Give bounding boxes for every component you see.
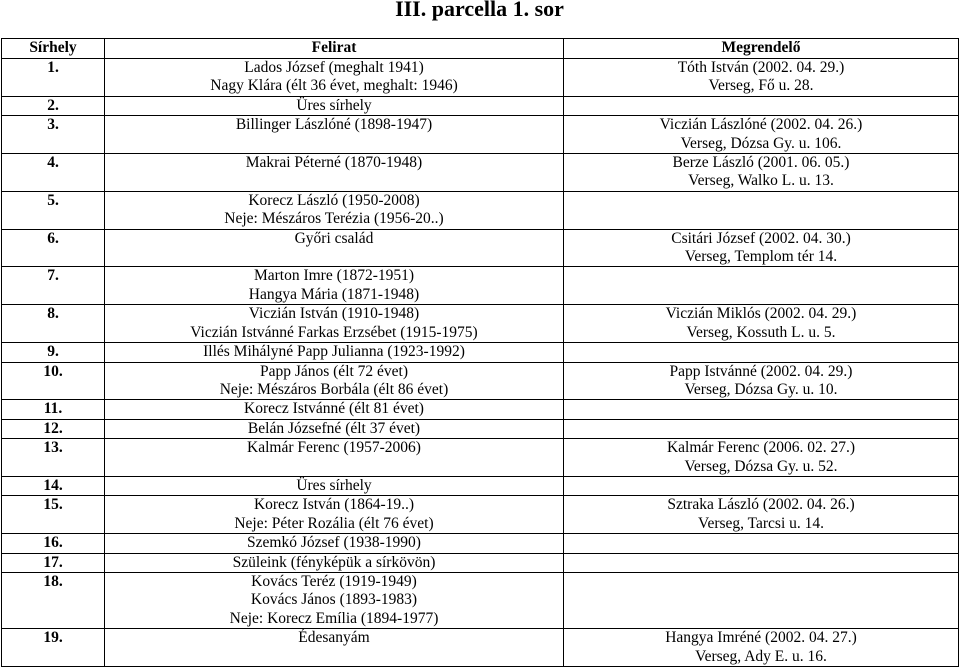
inscription-line: Neje: Mészáros Terézia (1956-20..) [224, 210, 444, 228]
header-row [2, 39, 959, 59]
customer-line: Verseg, Tarcsi u. 14. [697, 514, 825, 532]
plot-number-cell: 13. [2, 439, 105, 477]
table-body [2, 59, 959, 667]
customer-line: Viczián Miklós (2002. 04. 29.) [665, 305, 857, 323]
plot-number-cell: 4. [2, 154, 105, 192]
plot-number-cell: 5. [2, 191, 105, 229]
plot-number-cell: 10. [2, 362, 105, 400]
plot-number-cell: 19. [2, 629, 105, 667]
plot-number-cell: 11. [2, 400, 105, 419]
customer-cell [564, 229, 959, 267]
customer-line: Verseg, Fő u. 28. [708, 77, 814, 95]
customer-cell [564, 439, 959, 477]
inscription-line: Korecz Istvánné (élt 81 évet) [244, 400, 424, 418]
table-row [2, 419, 959, 438]
inscription-line: Lados József (meghalt 1941) [244, 59, 424, 76]
table-row [2, 629, 959, 667]
inscription-cell [105, 191, 564, 229]
customer-line: Kalmár Ferenc (2006. 02. 27.) [666, 439, 856, 457]
table-row [2, 267, 959, 305]
inscription-cell [105, 534, 564, 553]
column-header-sirhely: Sírhely [2, 39, 105, 59]
customer-line: Sztraka László (2002. 04. 26.) [667, 496, 855, 514]
table-row [2, 362, 959, 400]
table-row [2, 553, 959, 572]
table-row [2, 59, 959, 97]
table-row [2, 496, 959, 534]
inscription-line: Papp János (élt 72 évet) [259, 362, 409, 380]
customer-cell [564, 267, 959, 305]
inscription-cell [105, 400, 564, 419]
inscription-cell [105, 476, 564, 495]
inscription-line: Üres sírhely [296, 476, 372, 494]
page-title: III. parcella 1. sor [395, 0, 564, 21]
customer-line: Verseg, Kossuth L. u. 5. [686, 323, 836, 341]
customer-cell [564, 572, 959, 628]
customer-line: Papp Istvánné (2002. 04. 29.) [669, 362, 853, 380]
grave-table [1, 38, 959, 667]
customer-cell [564, 629, 959, 667]
inscription-cell [105, 629, 564, 667]
customer-cell [564, 116, 959, 154]
plot-number-cell: 14. [2, 476, 105, 495]
inscription-line: Viczián István (1910-1948) [248, 305, 420, 323]
inscription-line: Kalmár Ferenc (1957-2006) [247, 439, 421, 457]
customer-cell [564, 305, 959, 343]
inscription-cell [105, 439, 564, 477]
inscription-line: Édesanyám [298, 629, 370, 647]
column-header-megrendelo: Megrendelő [564, 39, 959, 59]
column-header-felirat: Felirat [105, 39, 564, 59]
inscription-cell [105, 154, 564, 192]
inscription-line: Marton Imre (1872-1951) [253, 267, 415, 285]
customer-line: Verseg, Dózsa Gy. u. 106. [680, 134, 842, 152]
customer-line: Verseg, Dózsa Gy. u. 52. [684, 457, 838, 475]
inscription-line: Neje: Mészáros Borbála (élt 86 évet) [219, 380, 449, 398]
customer-cell [564, 96, 959, 115]
customer-cell [564, 362, 959, 400]
inscription-line: Üres sírhely [296, 96, 372, 114]
inscription-cell [105, 362, 564, 400]
plot-number-cell: 18. [2, 572, 105, 628]
inscription-cell [105, 305, 564, 343]
customer-cell [564, 476, 959, 495]
inscription-line: Viczián Istvánné Farkas Erzsébet (1915-1975) [190, 323, 478, 341]
inscription-cell [105, 96, 564, 115]
customer-line: Tóth István (2002. 04. 29.) [677, 59, 845, 76]
inscription-line: Korecz István (1864-19..) [253, 496, 415, 514]
customer-line: Verseg, Walko L. u. 13. [688, 172, 834, 190]
inscription-line: Neje: Péter Rozália (élt 76 évet) [234, 514, 434, 532]
inscription-line: Billinger Lászlóné (1898-1947) [235, 116, 433, 134]
customer-cell [564, 553, 959, 572]
plot-number-cell: 2. [2, 96, 105, 115]
table-row [2, 343, 959, 362]
inscription-cell [105, 419, 564, 438]
plot-number-cell: 15. [2, 496, 105, 534]
table-row [2, 439, 959, 477]
table-row [2, 572, 959, 628]
inscription-cell [105, 116, 564, 154]
customer-cell [564, 419, 959, 438]
plot-number-cell: 17. [2, 553, 105, 572]
inscription-line: Kovács Teréz (1919-1949) [251, 572, 417, 590]
inscription-line: Neje: Korecz Emília (1894-1977) [229, 609, 439, 627]
inscription-line: Belán Józsefné (élt 37 évet) [247, 419, 421, 437]
inscription-cell [105, 553, 564, 572]
inscription-cell [105, 496, 564, 534]
table-row [2, 154, 959, 192]
plot-number-cell: 1. [2, 59, 105, 97]
table-row [2, 116, 959, 154]
inscription-line: Nagy Klára (élt 36 évet, meghalt: 1946) [210, 77, 458, 95]
plot-number-cell: 6. [2, 229, 105, 267]
customer-cell [564, 496, 959, 534]
customer-cell [564, 400, 959, 419]
inscription-cell [105, 267, 564, 305]
table-row [2, 534, 959, 553]
table-row [2, 305, 959, 343]
plot-number-cell: 3. [2, 116, 105, 154]
table-row [2, 191, 959, 229]
inscription-line: Kovács János (1893-1983) [250, 591, 418, 609]
plot-number-cell: 12. [2, 419, 105, 438]
table-row [2, 96, 959, 115]
plot-number-cell: 16. [2, 534, 105, 553]
inscription-cell [105, 59, 564, 97]
customer-line: Berze László (2001. 06. 05.) [672, 154, 850, 172]
customer-cell [564, 154, 959, 192]
inscription-line: Győri család [294, 229, 374, 247]
plot-number-cell: 8. [2, 305, 105, 343]
plot-number-cell: 9. [2, 343, 105, 362]
inscription-line: Makrai Péterné (1870-1948) [245, 154, 423, 172]
inscription-line: Korecz László (1950-2008) [248, 191, 420, 209]
customer-cell [564, 191, 959, 229]
table-row [2, 400, 959, 419]
inscription-line: Szüleink (fényképük a sírkövön) [232, 553, 436, 571]
inscription-line: Szemkó József (1938-1990) [247, 534, 421, 552]
table-row [2, 476, 959, 495]
table-row [2, 229, 959, 267]
customer-cell [564, 343, 959, 362]
customer-line: Verseg, Dózsa Gy. u. 10. [684, 380, 838, 398]
customer-line: Viczián Lászlóné (2002. 04. 26.) [659, 116, 863, 134]
customer-cell [564, 59, 959, 97]
inscription-cell [105, 343, 564, 362]
inscription-line: Illés Mihályné Papp Julianna (1923-1992) [203, 343, 465, 361]
inscription-cell [105, 572, 564, 628]
customer-cell [564, 534, 959, 553]
customer-line: Verseg, Templom tér 14. [684, 248, 838, 266]
customer-line: Verseg, Ady E. u. 16. [695, 647, 827, 665]
customer-line: Hangya Imréné (2002. 04. 27.) [665, 629, 857, 647]
inscription-cell [105, 229, 564, 267]
inscription-line: Hangya Mária (1871-1948) [248, 285, 420, 303]
plot-number-cell: 7. [2, 267, 105, 305]
customer-line: Csitári József (2002. 04. 30.) [671, 229, 851, 247]
